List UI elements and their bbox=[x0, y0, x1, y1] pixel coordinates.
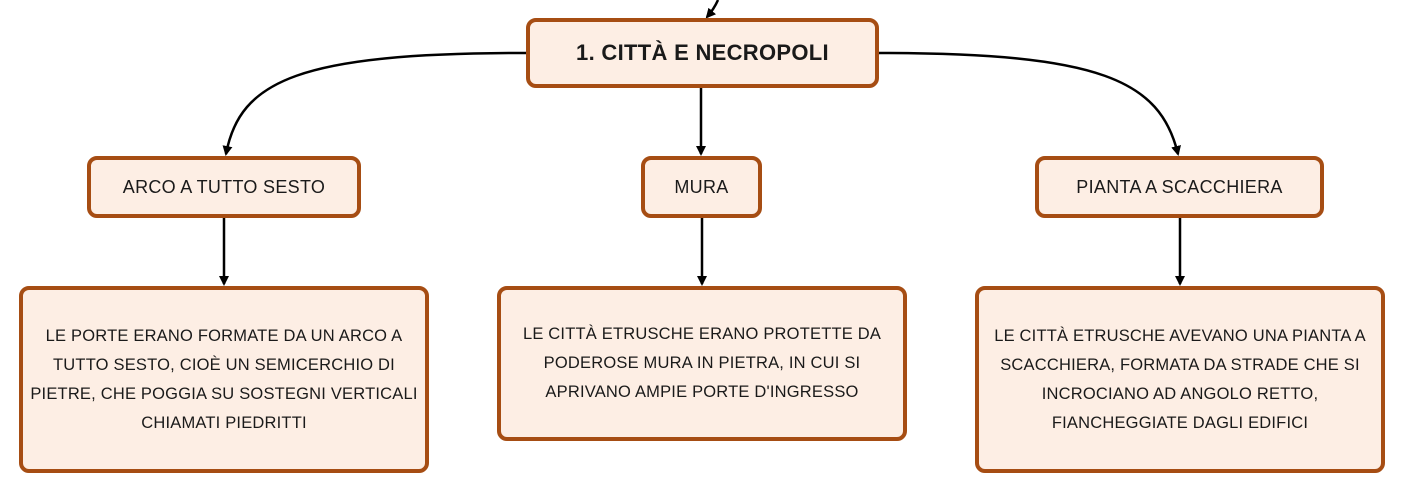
root-topic-node[interactable] bbox=[526, 18, 879, 88]
topic-label-mura: MURA bbox=[674, 176, 729, 197]
incoming-connector-arrow bbox=[707, 0, 718, 17]
topic-label-arco-a-tutto-sesto: ARCO A TUTTO SESTO bbox=[122, 176, 326, 197]
topic-node-pianta-a-scacchiera[interactable] bbox=[1035, 156, 1324, 218]
detail-node-arco-a-tutto-sesto[interactable] bbox=[19, 286, 429, 473]
detail-node-mura[interactable] bbox=[497, 286, 907, 441]
detail-text-pianta-a-scacchiera: LE CITTÀ ETRUSCHE AVEVANO UNA PIANTA A SCACCHIERA, FORMATA DA STRADE CHE SI INCROCIANO AD ANGOLO RETTO, FIANCHEGGIATE DAGLI EDIFICI bbox=[994, 326, 1366, 432]
connector-root-to-pianta bbox=[879, 53, 1178, 154]
topic-node-mura[interactable] bbox=[641, 156, 762, 218]
topic-node-arco-a-tutto-sesto[interactable] bbox=[87, 156, 361, 218]
detail-text-mura: LE CITTÀ ETRUSCHE ERANO PROTETTE DA PODEROSE MURA IN PIETRA, IN CUI SI APRIVANO AMPIE PORTE D'INGRESSO bbox=[522, 325, 882, 401]
connector-root-to-arco bbox=[226, 53, 526, 154]
topic-label-pianta-a-scacchiera: PIANTA A SCACCHIERA bbox=[1076, 176, 1283, 197]
detail-text-arco-a-tutto-sesto: LE PORTE ERANO FORMATE DA UN ARCO A TUTTO SESTO, CIOÈ UN SEMICERCHIO DI PIETRE, CHE POGGIA SU SOSTEGNI VERTICALI CHIAMATI PIEDRITTI bbox=[30, 326, 418, 432]
detail-node-pianta-a-scacchiera[interactable] bbox=[975, 286, 1385, 473]
root-topic-label: 1. CITTÀ E NECROPOLI bbox=[576, 40, 829, 65]
